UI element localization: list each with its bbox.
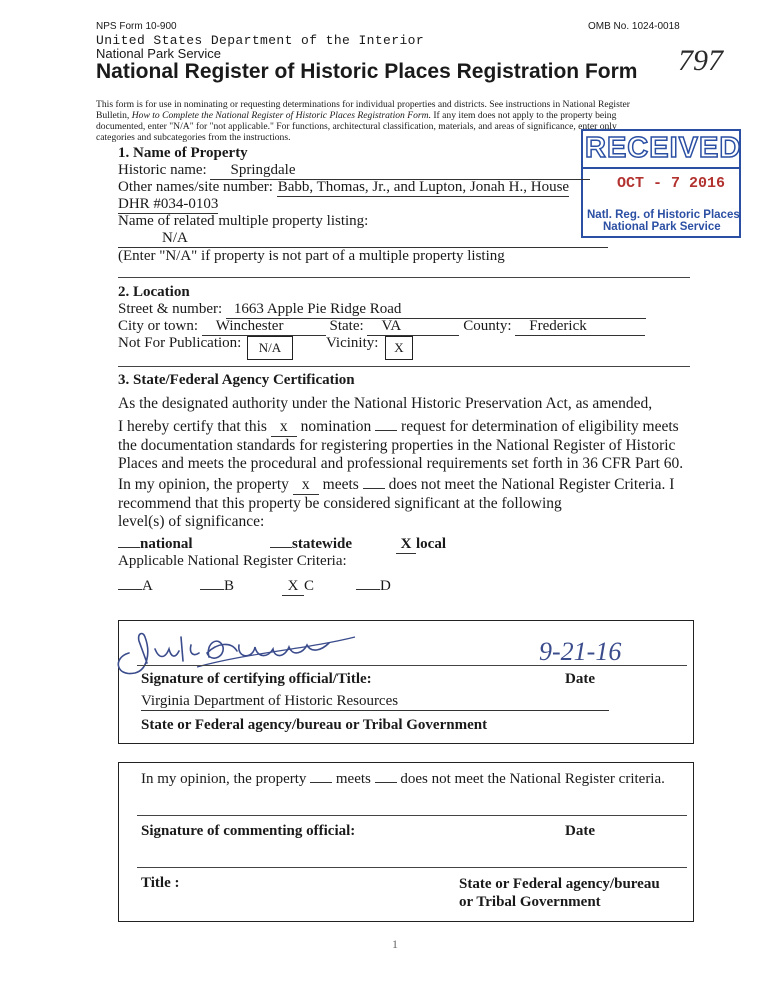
- stamp-line-2: National Park Service: [603, 221, 721, 233]
- commenting-agency-label: State or Federal agency/bureau or Tribal Government: [459, 876, 660, 910]
- significance-statewide[interactable]: statewide: [270, 536, 352, 553]
- signature-graphic: [107, 623, 367, 675]
- section-1-divider: [118, 277, 690, 278]
- city-row: [118, 318, 645, 336]
- intro-line-2: Bulletin, How to Complete the National Register of Historic Places Registration Form. If any item does not apply to the property being: [96, 110, 617, 121]
- received-stamp: [581, 129, 741, 238]
- intro-line-4: categories and subcategories from the instructions.: [96, 132, 291, 143]
- criteria-a[interactable]: A: [118, 578, 153, 595]
- certifying-signature-label: Signature of certifying official/Title:: [141, 671, 372, 687]
- historic-name-value[interactable]: Springdale: [210, 162, 590, 180]
- certifying-agency-label: State or Federal agency/bureau or Tribal Government: [141, 717, 488, 733]
- dhr-number[interactable]: DHR #034-0103: [118, 196, 219, 212]
- other-names-label: Other names/site number:: [118, 179, 273, 195]
- not-for-publication-label: Not For Publication:: [118, 335, 242, 351]
- omb-number: OMB No. 1024-0018: [588, 21, 680, 32]
- city-label: City or town:: [118, 318, 199, 334]
- form-title: National Register of Historic Places Registration Form: [96, 60, 638, 83]
- form-number: NPS Form 10-900: [96, 21, 177, 32]
- intro-line-1: This form is for use in nominating or requesting determinations for individual properties and districts. See instructions in National Register: [96, 99, 630, 110]
- not-for-publication-box[interactable]: N/A: [247, 336, 293, 360]
- commenting-opinion-text: In my opinion, the property meets does not meet the National Register criteria.: [141, 771, 665, 787]
- related-listing-label: Name of related multiple property listing:: [118, 213, 369, 229]
- department-name: United States Department of the Interior: [96, 33, 425, 48]
- state-label: State:: [329, 318, 364, 334]
- criteria-c[interactable]: X C: [282, 578, 314, 596]
- section-2-heading: 2. Location: [118, 284, 190, 300]
- opinion-paragraph: In my opinion, the property x meets does not meet the National Register Criteria. I recommend that this property be considered significant at the following level(s) of significance:: [118, 476, 675, 530]
- criteria-label: Applicable National Register Criteria:: [118, 553, 347, 569]
- page-number: 1: [392, 937, 398, 951]
- stamp-received-text: RECEIVED: [585, 132, 742, 164]
- street-value[interactable]: 1663 Apple Pie Ridge Road: [226, 301, 646, 319]
- criteria-d[interactable]: D: [356, 578, 391, 595]
- stamp-line-1: Natl. Reg. of Historic Places: [587, 209, 740, 221]
- stamp-date: OCT - 7 2016: [617, 175, 726, 192]
- vicinity-checkbox[interactable]: X: [385, 336, 413, 360]
- commenting-signature-label: Signature of commenting official:: [141, 823, 356, 839]
- historic-name-label: Historic name:: [118, 162, 207, 178]
- intro-line-3: documented, enter "N/A" for "not applicable." For functions, architectural classification, materials, and areas of significance, enter only: [96, 121, 617, 132]
- related-listing-value[interactable]: N/A: [118, 230, 608, 248]
- certifying-date-label: Date: [565, 671, 595, 687]
- meets-mark[interactable]: x: [293, 476, 319, 495]
- street-row: [118, 301, 646, 319]
- section-3-heading: 3. State/Federal Agency Certification: [118, 372, 355, 388]
- county-label: County:: [463, 318, 512, 334]
- determination-mark[interactable]: [375, 430, 397, 431]
- section-1-heading: 1. Name of Property: [118, 145, 248, 161]
- county-value[interactable]: Frederick: [515, 318, 645, 336]
- certifying-official-box: [118, 620, 694, 744]
- certifying-agency-value[interactable]: Virginia Department of Historic Resources: [141, 693, 609, 711]
- significance-local[interactable]: X local: [396, 536, 446, 554]
- certification-authority-text: As the designated authority under the National Historic Preservation Act, as amended,: [118, 395, 653, 412]
- section-2-divider: [118, 366, 690, 367]
- other-names-row: [118, 179, 569, 197]
- certification-paragraph: I hereby certify that this x nomination request for determination of eligibility meets the documentation standards for registering properties in the National Register of Historic Places and meets the procedural and professional requirements set forth in 36 CFR Part 60.: [118, 418, 684, 472]
- commenting-title-label: Title :: [141, 875, 180, 891]
- commenting-official-box: [118, 762, 694, 922]
- nomination-mark[interactable]: x: [271, 418, 297, 437]
- vicinity-label: Vicinity:: [326, 335, 379, 351]
- state-value[interactable]: VA: [367, 318, 459, 336]
- handwritten-number: 797: [678, 44, 723, 77]
- comment-does-not-meet-mark[interactable]: [375, 782, 397, 783]
- significance-national[interactable]: national: [118, 536, 193, 553]
- historic-name-row: [118, 162, 590, 180]
- agency-name: National Park Service: [96, 46, 221, 61]
- certification-date-value[interactable]: 9-21-16: [539, 637, 622, 666]
- city-value[interactable]: Winchester: [202, 318, 326, 336]
- criteria-b[interactable]: B: [200, 578, 234, 595]
- commenting-date-label: Date: [565, 823, 595, 839]
- comment-meets-mark[interactable]: [310, 782, 332, 783]
- related-listing-note: (Enter "N/A" if property is not part of a multiple property listing: [118, 248, 505, 264]
- does-not-meet-mark[interactable]: [363, 488, 385, 489]
- other-names-value[interactable]: Babb, Thomas, Jr., and Lupton, Jonah H., House: [277, 179, 570, 195]
- street-label: Street & number:: [118, 301, 223, 317]
